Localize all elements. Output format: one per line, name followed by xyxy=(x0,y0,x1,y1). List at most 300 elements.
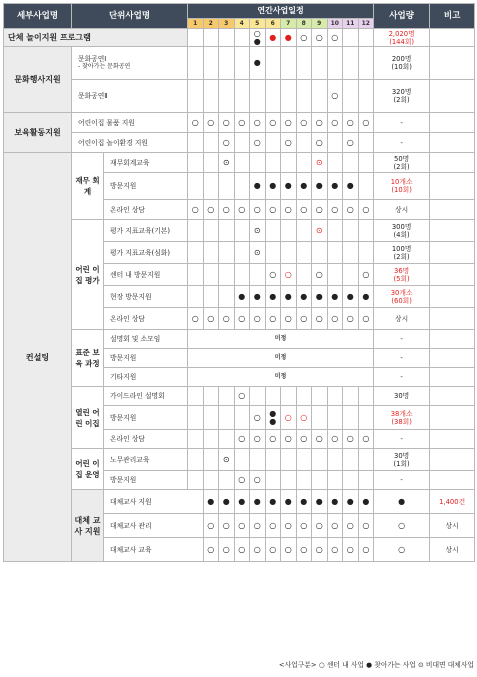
month-cell xyxy=(234,80,250,113)
center-symbol-icon: ○ xyxy=(191,313,199,323)
month-cell xyxy=(219,173,235,200)
center-symbol-icon: ○ xyxy=(300,544,308,554)
center-symbol-icon: ○ xyxy=(346,137,354,147)
month-cell xyxy=(234,153,250,173)
month-cell xyxy=(188,29,204,47)
month-cell xyxy=(234,449,250,471)
month-cell xyxy=(358,308,374,330)
month-cell xyxy=(358,406,374,430)
unit-project-cell: 평가 지표교육(심화) xyxy=(104,242,188,264)
note-cell xyxy=(430,47,475,80)
month-cell xyxy=(234,220,250,242)
month-cell xyxy=(203,538,219,562)
month-3: 3 xyxy=(219,19,235,29)
visit-symbol-icon: ● xyxy=(346,496,354,506)
note-cell xyxy=(430,113,475,133)
month-cell xyxy=(188,153,204,173)
center-symbol-icon: ○ xyxy=(362,434,370,443)
month-cell xyxy=(234,286,250,308)
month-cell xyxy=(265,47,281,80)
month-cell xyxy=(250,47,266,80)
month-cell xyxy=(203,430,219,449)
amount-line: 상시 xyxy=(445,545,459,554)
month-cell xyxy=(296,133,312,153)
header-main-project: 세부사업명 xyxy=(4,4,72,29)
month-cell xyxy=(343,490,359,514)
main-project-cell: 보육활동지원 xyxy=(4,113,72,153)
center-symbol-icon: ○ xyxy=(207,520,215,530)
unit-project-cell: 평가 지표교육(기본) xyxy=(104,220,188,242)
month-cell xyxy=(343,173,359,200)
month-cell xyxy=(188,406,204,430)
month-cell xyxy=(281,173,297,200)
center-symbol-icon: ○ xyxy=(284,520,292,530)
center-symbol-icon: ○ xyxy=(207,313,215,323)
main-project-cell: 대체 교사 지원 xyxy=(72,490,104,562)
month-cell xyxy=(358,490,374,514)
month-cell xyxy=(358,264,374,286)
note-cell xyxy=(430,387,475,406)
visit-symbol-icon: ● xyxy=(331,181,339,190)
center-symbol-icon: ○ xyxy=(222,544,230,554)
center-symbol-icon: ○ xyxy=(331,313,339,323)
table-row xyxy=(4,80,475,113)
center-symbol-icon: ○ xyxy=(315,32,323,42)
unit-project-cell: 어린이집 물품 지원 xyxy=(72,113,188,133)
month-cell xyxy=(265,406,281,430)
month-cell xyxy=(219,47,235,80)
month-cell xyxy=(234,430,250,449)
table-row xyxy=(4,387,475,406)
month-cell xyxy=(296,80,312,113)
unit-project-cell: 재무회계교육 xyxy=(104,153,188,173)
center-symbol-icon: ○ xyxy=(300,412,308,422)
center-symbol-icon: ○ xyxy=(253,313,261,323)
month-cell xyxy=(234,113,250,133)
amount-cell xyxy=(374,173,430,200)
visit-symbol-icon: ● xyxy=(284,291,292,301)
month-cell xyxy=(250,220,266,242)
month-cell xyxy=(327,220,343,242)
center-symbol-icon: ○ xyxy=(269,117,277,127)
month-cell xyxy=(358,133,374,153)
table-row xyxy=(4,490,475,514)
center-symbol-icon: ○ xyxy=(398,520,406,530)
month-cell xyxy=(265,242,281,264)
center-symbol-icon: ○ xyxy=(269,520,277,530)
amount-line: (2회) xyxy=(393,96,410,104)
visit-symbol-icon: ● xyxy=(284,496,292,506)
sub-category-cell: 어린 이집 평가 xyxy=(72,220,104,330)
amount-line: 200명 xyxy=(391,55,412,63)
month-cell xyxy=(250,514,266,538)
amount-cell xyxy=(374,242,430,264)
amount-line: (38회) xyxy=(391,417,412,426)
month-cell xyxy=(203,387,219,406)
visit-symbol-icon: ● xyxy=(300,496,308,506)
unit-project-cell: 방문지원 xyxy=(104,471,188,490)
visit-symbol-icon: ● xyxy=(269,408,277,418)
center-symbol-icon: ○ xyxy=(253,520,261,530)
amount-line: 상시 xyxy=(445,521,459,530)
amount-cell xyxy=(374,430,430,449)
month-cell xyxy=(219,538,235,562)
center-symbol-icon: ○ xyxy=(238,544,246,554)
month-cell xyxy=(234,490,250,514)
month-cell xyxy=(327,153,343,173)
amount-line: - xyxy=(400,435,403,443)
month-cell xyxy=(265,430,281,449)
month-cell xyxy=(281,47,297,80)
legend-center-label: 센터 내 사업 xyxy=(326,661,364,669)
amount-line: 50명 xyxy=(394,154,410,163)
month-cell xyxy=(234,308,250,330)
month-cell xyxy=(203,514,219,538)
month-cell xyxy=(203,471,219,490)
month-cell xyxy=(250,387,266,406)
legend-visit-label: 찾아가는 사업 xyxy=(374,661,416,669)
month-cell xyxy=(281,406,297,430)
month-cell xyxy=(203,220,219,242)
visit-symbol-icon: ● xyxy=(346,291,354,301)
month-cell xyxy=(219,133,235,153)
center-symbol-icon: ○ xyxy=(315,520,323,530)
month-cell xyxy=(219,200,235,220)
month-cell xyxy=(234,47,250,80)
month-cell xyxy=(234,264,250,286)
amount-line: (2회) xyxy=(393,252,410,261)
center-symbol-icon: ○ xyxy=(238,313,246,323)
visit-symbol-icon: ● xyxy=(269,416,277,426)
month-cell xyxy=(203,308,219,330)
table-row xyxy=(4,29,475,47)
month-cell xyxy=(296,47,312,80)
center-symbol-icon: ○ xyxy=(269,434,277,443)
center-symbol-icon: ○ xyxy=(362,269,370,279)
amount-line: (144회) xyxy=(389,37,415,46)
month-cell xyxy=(250,29,266,47)
unit-project-cell: 설명회 및 소모임 xyxy=(104,330,188,349)
center-symbol-icon: ○ xyxy=(346,313,354,323)
visit-symbol-icon: ● xyxy=(300,291,308,301)
unit-project-cell: 문화공연Ⅱ xyxy=(72,80,188,113)
visit-symbol-icon: ● xyxy=(331,291,339,301)
month-cell xyxy=(188,113,204,133)
month-cell xyxy=(327,173,343,200)
center-symbol-icon: ○ xyxy=(222,520,230,530)
month-cell xyxy=(312,29,328,47)
center-symbol-icon: ○ xyxy=(331,32,339,42)
center-symbol-icon: ○ xyxy=(253,204,261,214)
month-cell xyxy=(281,449,297,471)
month-cell xyxy=(312,80,328,113)
month-cell xyxy=(219,387,235,406)
month-cell xyxy=(312,471,328,490)
unit-project-cell: 대체교사 교육 xyxy=(104,538,204,562)
center-symbol-icon: ○ xyxy=(238,117,246,127)
center-symbol-icon: ○ xyxy=(284,544,292,554)
month-cell xyxy=(358,387,374,406)
month-cell xyxy=(219,29,235,47)
month-cell xyxy=(327,387,343,406)
month-cell xyxy=(312,200,328,220)
visit-symbol-icon: ● xyxy=(253,291,261,301)
center-symbol-icon: ○ xyxy=(253,137,261,147)
amount-line: 1,400건 xyxy=(439,497,466,506)
month-9: 9 xyxy=(312,19,328,29)
month-cell xyxy=(312,153,328,173)
month-cell xyxy=(188,264,204,286)
center-symbol-icon: ○ xyxy=(238,391,246,400)
amount-line: - xyxy=(400,335,403,343)
amount-cell xyxy=(374,80,430,113)
table-row xyxy=(4,153,475,173)
amount-cell xyxy=(374,264,430,286)
header-amount: 사업량 xyxy=(374,4,430,29)
month-cell xyxy=(281,242,297,264)
legend-title: <사업구분> xyxy=(278,661,317,669)
center-symbol-icon: ○ xyxy=(284,434,292,443)
sub-category-cell: 재무 회계 xyxy=(72,153,104,220)
visit-symbol-icon: ● xyxy=(253,36,261,46)
visit-symbol-icon: ● xyxy=(331,496,339,506)
center-symbol-icon: ○ xyxy=(238,434,246,443)
month-cell xyxy=(327,47,343,80)
visit-symbol-icon: ● xyxy=(207,496,215,506)
month-cell xyxy=(265,490,281,514)
table-row xyxy=(4,330,475,349)
month-cell xyxy=(281,471,297,490)
undecided-cell: 미정 xyxy=(188,330,374,349)
month-cell xyxy=(327,308,343,330)
table-row xyxy=(4,133,475,153)
visit-symbol-icon: ● xyxy=(269,32,277,42)
month-cell xyxy=(250,286,266,308)
month-cell xyxy=(343,133,359,153)
center-symbol-icon: ○ xyxy=(362,117,370,127)
visit-symbol-icon: ● xyxy=(315,496,323,506)
month-cell xyxy=(296,200,312,220)
month-cell xyxy=(219,308,235,330)
center-symbol-icon: ○ xyxy=(346,434,354,443)
amount-cell xyxy=(374,286,430,308)
center-symbol-icon: ○ xyxy=(253,475,261,484)
month-cell xyxy=(358,430,374,449)
month-cell xyxy=(281,308,297,330)
month-cell xyxy=(250,471,266,490)
month-cell xyxy=(358,47,374,80)
month-cell xyxy=(312,490,328,514)
month-cell xyxy=(203,490,219,514)
center-symbol-icon: ○ xyxy=(269,204,277,214)
month-cell xyxy=(312,449,328,471)
visit-symbol-icon: ● xyxy=(284,181,292,190)
center-symbol-icon: ○ xyxy=(362,313,370,323)
month-cell xyxy=(203,29,219,47)
legend-online-label: 비대면 대체사업 xyxy=(425,661,474,669)
month-cell xyxy=(358,471,374,490)
month-cell xyxy=(265,113,281,133)
month-cell xyxy=(327,200,343,220)
month-cell xyxy=(250,153,266,173)
month-cell xyxy=(312,220,328,242)
month-cell xyxy=(219,286,235,308)
center-symbol-icon: ○ xyxy=(207,544,215,554)
center-symbol-icon: ○ xyxy=(238,520,246,530)
month-cell xyxy=(296,490,312,514)
month-cell xyxy=(281,133,297,153)
center-symbol-icon: ○ xyxy=(346,520,354,530)
note-cell xyxy=(430,349,475,368)
month-cell xyxy=(250,264,266,286)
month-cell xyxy=(219,242,235,264)
center-symbol-icon: ○ xyxy=(315,137,323,147)
month-cell xyxy=(343,47,359,80)
month-cell xyxy=(234,514,250,538)
center-symbol-icon: ○ xyxy=(222,117,230,127)
month-cell xyxy=(327,514,343,538)
center-symbol-icon: ○ xyxy=(346,544,354,554)
month-cell xyxy=(343,514,359,538)
center-symbol-icon: ○ xyxy=(253,412,261,422)
unit-project-cell: 현장 방문지원 xyxy=(104,286,188,308)
online-symbol-icon: ⊙ xyxy=(222,157,230,167)
note-cell xyxy=(430,330,475,349)
visit-symbol-icon: ● xyxy=(222,496,230,506)
center-symbol-icon: ○ xyxy=(315,269,323,279)
undecided-cell: 미정 xyxy=(188,349,374,368)
month-cell xyxy=(358,153,374,173)
center-symbol-icon: ○ xyxy=(318,661,325,669)
month-cell xyxy=(234,200,250,220)
amount-line: 320명 xyxy=(391,88,412,96)
unit-project-cell: 어린이집 놀이환경 지원 xyxy=(72,133,188,153)
month-cell xyxy=(219,430,235,449)
note-cell xyxy=(430,308,475,330)
center-symbol-icon: ○ xyxy=(284,412,292,422)
amount-cell xyxy=(374,133,430,153)
month-cell xyxy=(296,29,312,47)
month-cell xyxy=(343,80,359,113)
center-symbol-icon: ○ xyxy=(222,313,230,323)
schedule-body xyxy=(4,29,475,562)
month-cell xyxy=(312,47,328,80)
month-cell xyxy=(203,173,219,200)
amount-line: 상시 xyxy=(395,205,409,214)
unit-project-cell: 방문지원 xyxy=(104,406,188,430)
month-cell xyxy=(250,113,266,133)
visit-symbol-icon: ● xyxy=(346,181,354,190)
month-cell xyxy=(188,286,204,308)
month-10: 10 xyxy=(327,19,343,29)
center-symbol-icon: ○ xyxy=(253,434,261,443)
month-cell xyxy=(265,200,281,220)
month-cell xyxy=(250,242,266,264)
table-row xyxy=(4,47,475,80)
center-symbol-icon: ○ xyxy=(315,313,323,323)
note-cell xyxy=(430,220,475,242)
amount-cell xyxy=(374,406,430,430)
month-cell xyxy=(358,286,374,308)
month-cell xyxy=(234,387,250,406)
note-cell xyxy=(430,200,475,220)
online-symbol-icon: ⊙ xyxy=(222,454,230,464)
month-cell xyxy=(188,133,204,153)
center-symbol-icon: ○ xyxy=(315,544,323,554)
center-symbol-icon: ○ xyxy=(284,204,292,214)
table-row xyxy=(4,113,475,133)
amount-cell xyxy=(374,47,430,80)
center-symbol-icon: ○ xyxy=(238,204,246,214)
online-symbol-icon: ⊙ xyxy=(418,661,424,669)
month-cell xyxy=(296,308,312,330)
month-cell xyxy=(265,133,281,153)
month-cell xyxy=(281,264,297,286)
online-symbol-icon: ⊙ xyxy=(315,157,323,167)
month-cell xyxy=(296,387,312,406)
month-cell xyxy=(234,29,250,47)
month-cell xyxy=(219,80,235,113)
month-cell xyxy=(188,449,204,471)
month-cell xyxy=(312,286,328,308)
month-cell xyxy=(265,538,281,562)
note-cell xyxy=(430,286,475,308)
month-cell xyxy=(219,471,235,490)
center-symbol-icon: ○ xyxy=(207,117,215,127)
amount-cell xyxy=(430,514,475,538)
month-cell xyxy=(188,387,204,406)
center-symbol-icon: ○ xyxy=(300,204,308,214)
month-cell xyxy=(296,220,312,242)
sub-category-cell: 열린 어린 이집 xyxy=(72,387,104,449)
unit-project-line: - 찾아가는 문화공연 xyxy=(78,63,131,70)
month-cell xyxy=(234,406,250,430)
month-cell xyxy=(296,449,312,471)
month-cell xyxy=(219,264,235,286)
center-symbol-icon: ○ xyxy=(300,32,308,42)
center-symbol-icon: ○ xyxy=(362,544,370,554)
unit-project-cell: 대체교사 지원 xyxy=(104,490,204,514)
center-symbol-icon: ○ xyxy=(222,137,230,147)
unit-project-cell: 온라인 상담 xyxy=(104,200,188,220)
visit-symbol-icon: ● xyxy=(269,181,277,190)
month-cell xyxy=(234,133,250,153)
month-cell xyxy=(219,514,235,538)
visit-symbol-icon: ● xyxy=(269,496,277,506)
month-6: 6 xyxy=(265,19,281,29)
amount-line: 2,020명 xyxy=(388,29,415,38)
month-cell xyxy=(358,80,374,113)
month-cell xyxy=(343,471,359,490)
center-symbol-icon: ○ xyxy=(331,544,339,554)
month-cell xyxy=(374,490,430,514)
amount-cell xyxy=(374,113,430,133)
amount-line: 100명 xyxy=(391,244,412,253)
header-note: 비고 xyxy=(430,4,475,29)
month-cell xyxy=(312,264,328,286)
center-symbol-icon: ○ xyxy=(315,117,323,127)
center-symbol-icon: ○ xyxy=(315,204,323,214)
month-cell xyxy=(296,242,312,264)
month-cell xyxy=(343,29,359,47)
month-cell xyxy=(188,308,204,330)
month-cell xyxy=(312,538,328,562)
amount-cell xyxy=(374,153,430,173)
visit-symbol-icon: ● xyxy=(315,181,323,190)
note-cell xyxy=(430,80,475,113)
month-cell xyxy=(296,538,312,562)
month-cell xyxy=(327,113,343,133)
